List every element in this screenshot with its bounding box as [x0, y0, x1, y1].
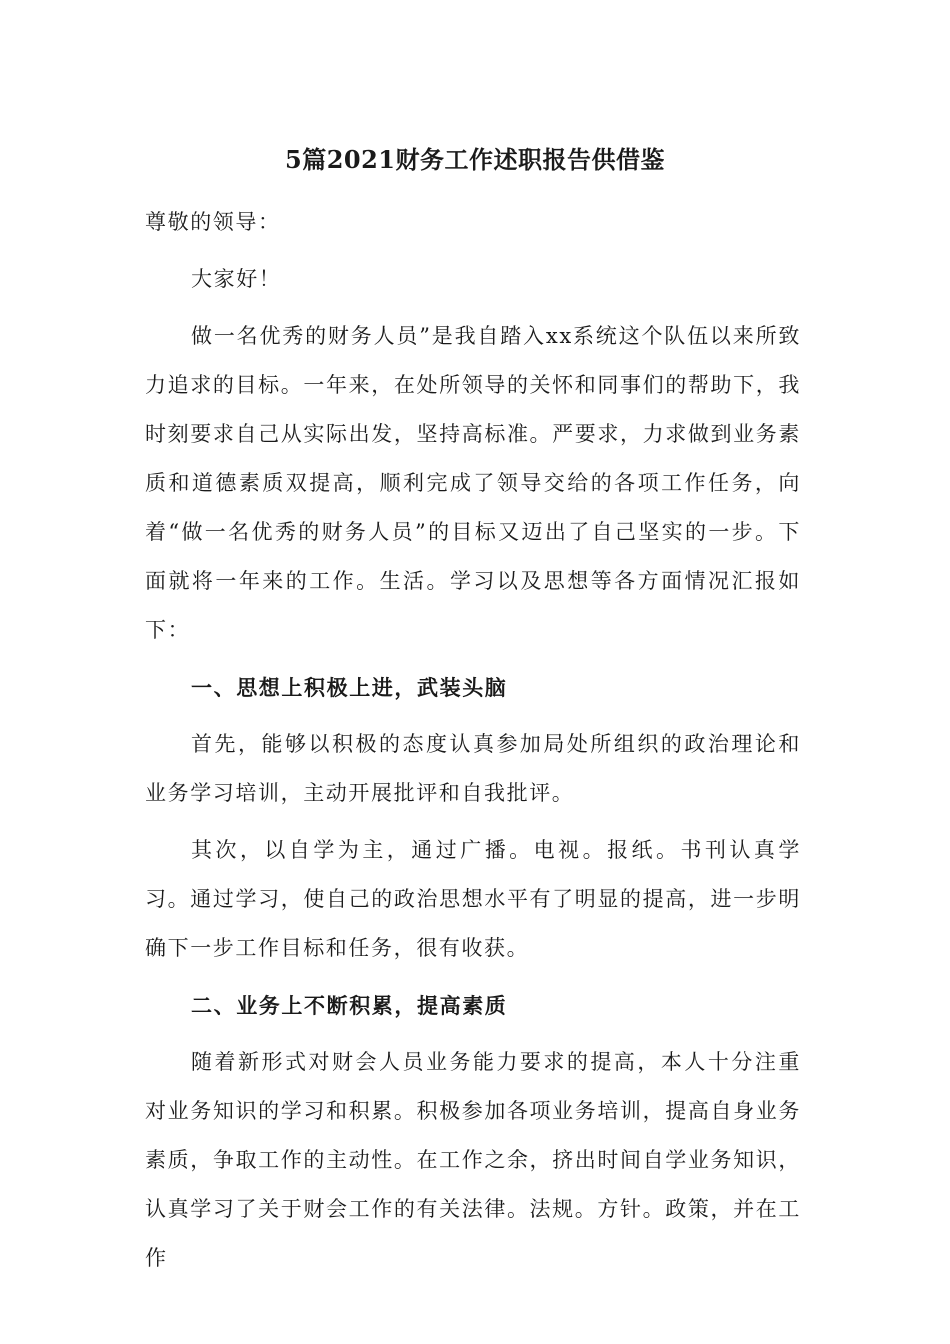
spacer [145, 304, 801, 312]
spacer [145, 712, 801, 720]
document-title: 5篇2021财务工作述职报告供借鉴 [285, 145, 665, 174]
section1-paragraph-2: 其次，以自学为主，通过广播。电视。报纸。书刊认真学习。通过学习，使自己的政治思想水平有了明显的提高，进一步明确下一步工作目标和任务，很有收获。 [145, 838, 801, 960]
section1-paragraph-1: 首先，能够以积极的态度认真参加局处所组织的政治理论和业务学习培训，主动开展批评和自我批评。 [145, 732, 801, 805]
spacer [145, 247, 801, 255]
salutation: 尊敬的领导： [145, 210, 281, 234]
section-heading-1: 一、思想上积极上进，武装头脑 [191, 675, 508, 700]
spacer [145, 973, 801, 981]
intro-paragraph: 做一名优秀的财务人员”是我自踏入xx系统这个队伍以来所致力追求的目标。一年来，在处所领导的关怀和同事们的帮助下，我时刻要求自己从实际出发，坚持高标准。严要求，力求做到业务素质和道德素质双提高，顺利完成了领导交给的各项工作任务，向着“做一名优秀的财务人员”的目标又迈出了自己坚实的一步。下面就将一年来的工作。生活。学习以及思想等各方面情况汇报如下： [145, 324, 801, 642]
greeting: 大家好！ [191, 267, 282, 291]
section2-paragraph-1: 随着新形式对财会人员业务能力要求的提高，本人十分注重对业务知识的学习和积累。积极参加各项业务培训，提高自身业务素质，争取工作的主动性。在工作之余，挤出时间自学业务知识，认真学习了关于财会工作的有关法律。法规。方针。政策，并在工作 [145, 1050, 801, 1270]
section-heading-2: 二、业务上不断积累，提高素质 [191, 993, 508, 1018]
spacer [145, 655, 801, 663]
spacer [145, 1030, 801, 1038]
spacer [145, 818, 801, 826]
document-body [145, 198, 801, 1283]
